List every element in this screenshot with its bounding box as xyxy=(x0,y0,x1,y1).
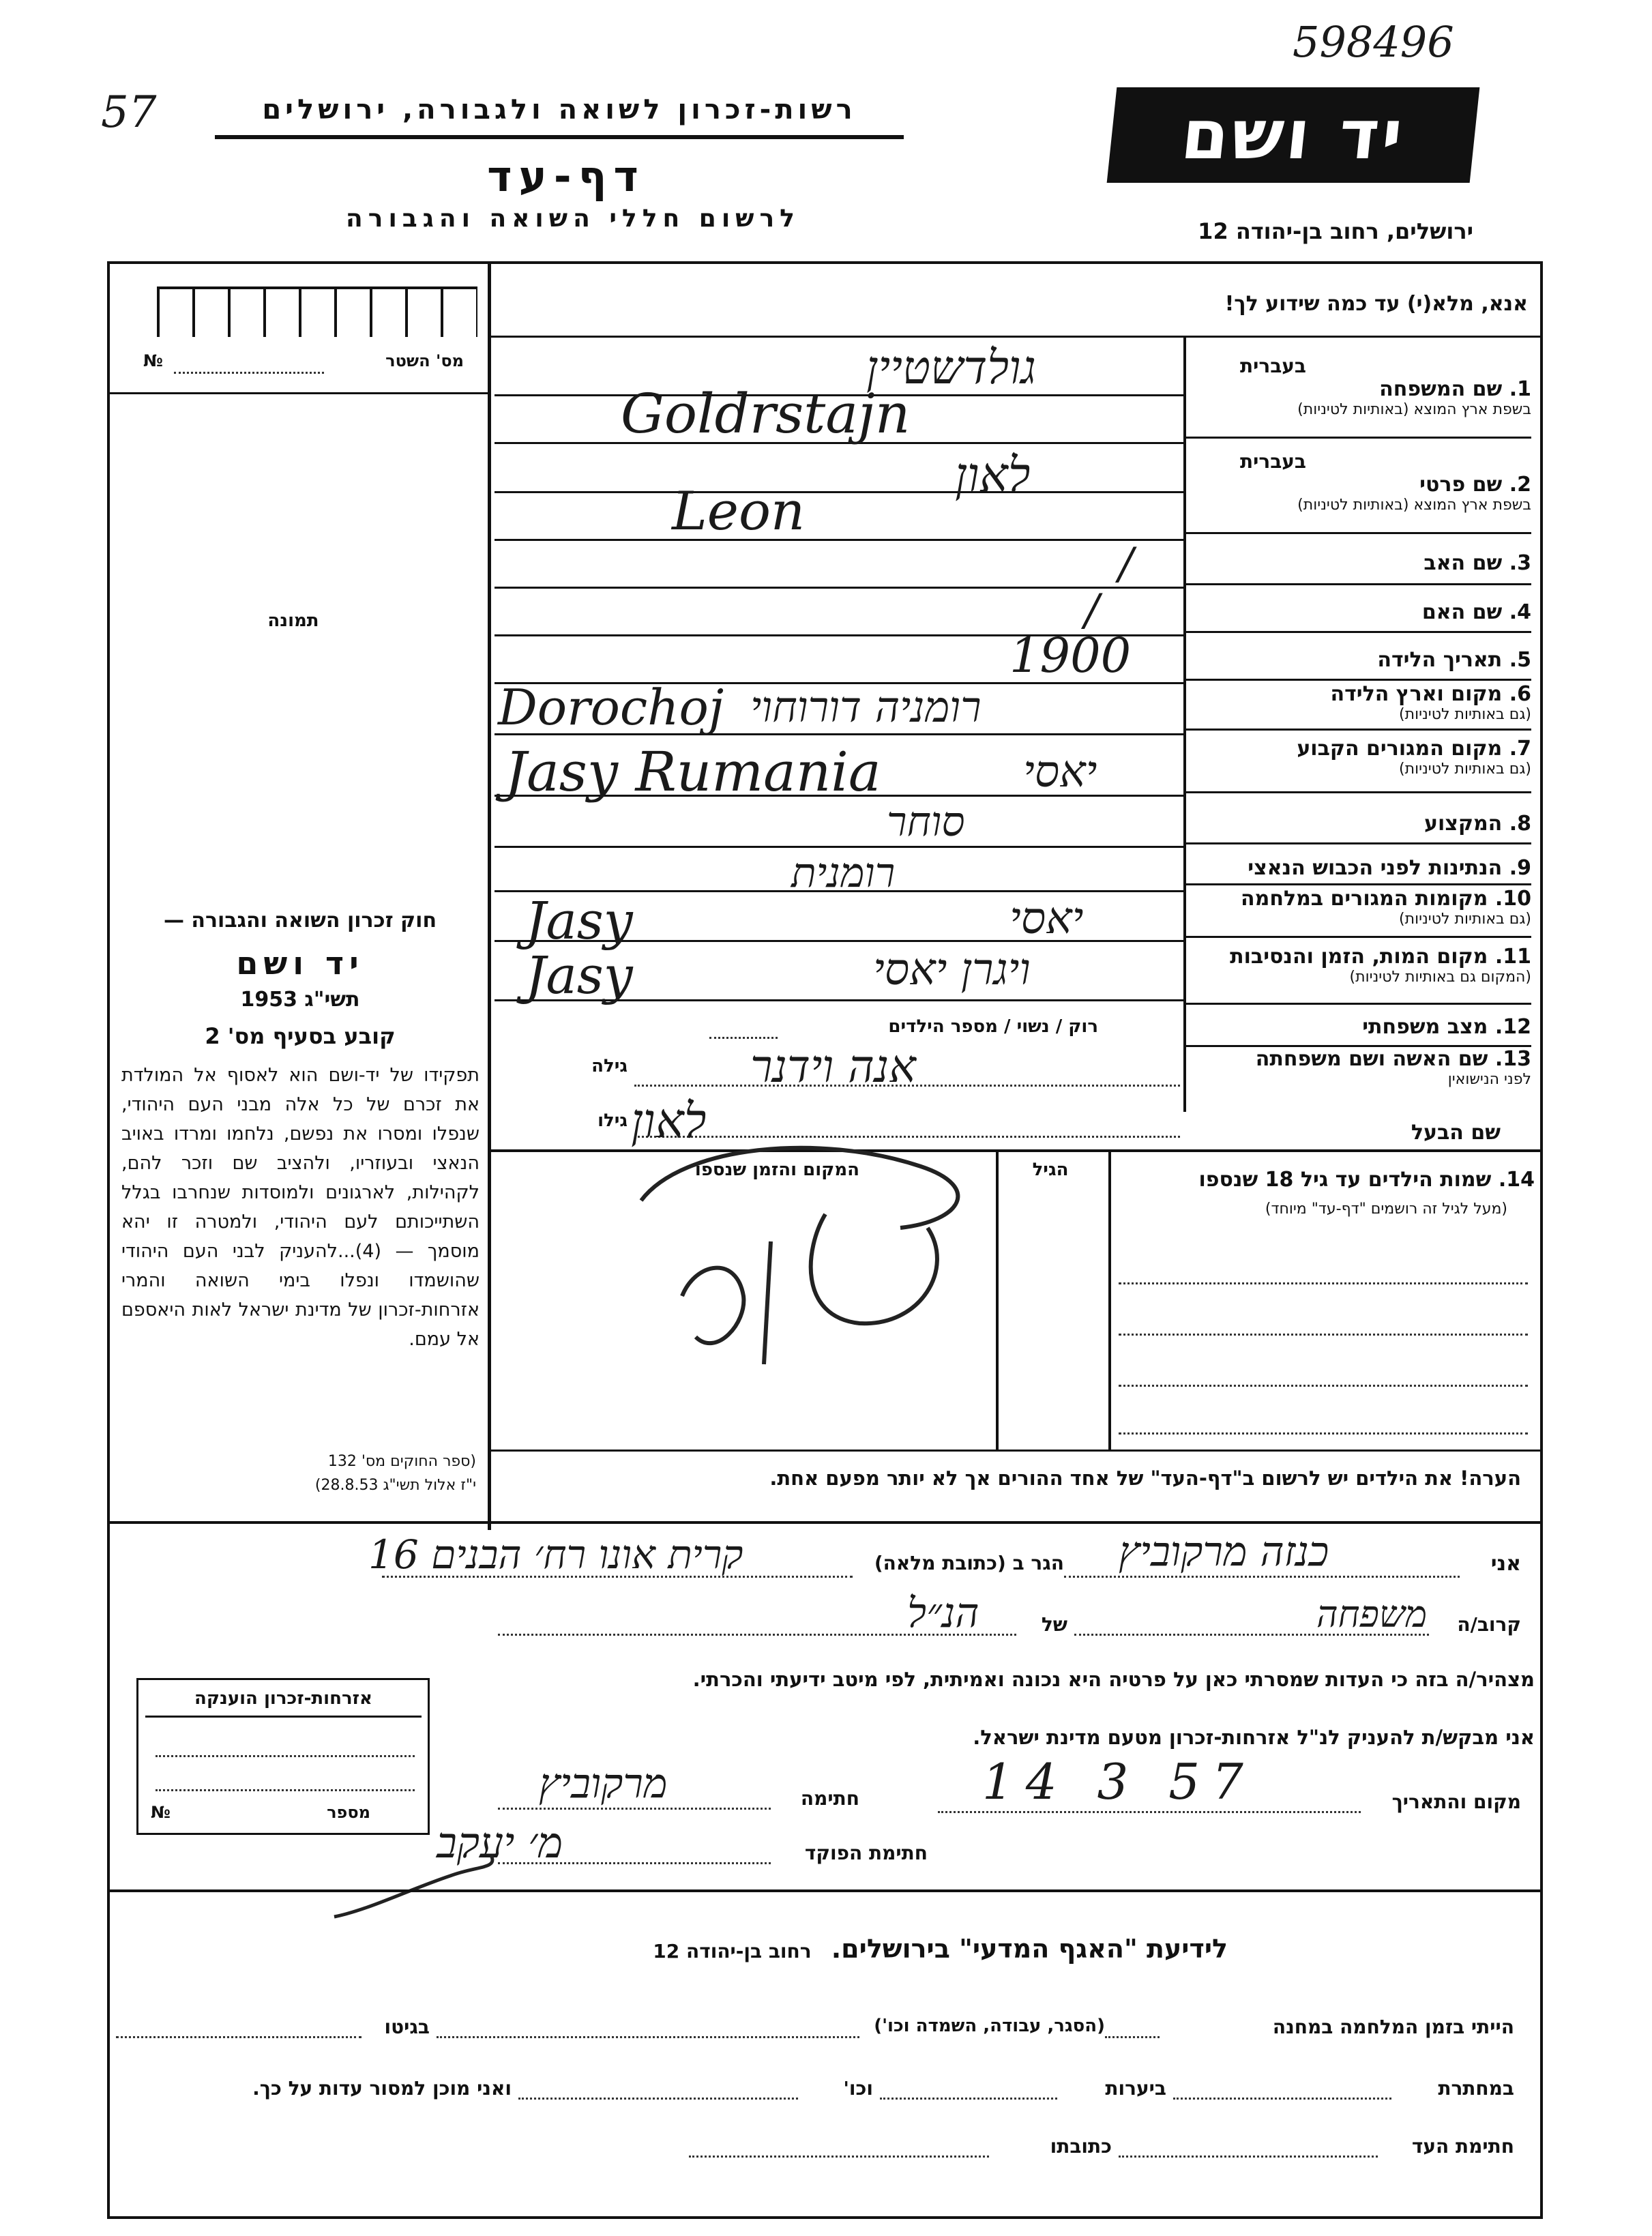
law-heading: חוק זכרון השואה והגבורה — xyxy=(163,909,437,932)
memorial-citizenship-stamp-box xyxy=(136,1678,430,1835)
etc-field[interactable] xyxy=(518,2098,798,2100)
file-number-label: מס' השטר xyxy=(385,351,464,370)
children-col-divider xyxy=(1108,1149,1111,1450)
answer-husband[interactable]: לאון xyxy=(631,1093,707,1149)
field-label: 13. שם האשה ושם משפחתה xyxy=(1255,1047,1531,1071)
camp-field[interactable] xyxy=(1105,2036,1160,2038)
witness-signature-field[interactable] xyxy=(1119,2156,1378,2158)
field-label: 6. מקום וארץ הלידה xyxy=(1330,682,1531,706)
row-rule xyxy=(1183,583,1531,585)
answer-surname-latin[interactable]: Goldrstajn xyxy=(621,382,911,445)
field-12 xyxy=(1190,1015,1531,1039)
yad-vashem-logo xyxy=(1107,87,1480,183)
row-rule xyxy=(1183,437,1531,439)
label-column-divider xyxy=(1183,338,1186,1112)
note-top-rule xyxy=(491,1450,1542,1452)
form-subtitle: לרשום חללי השואה והגבורה xyxy=(346,205,800,233)
field-sub: (גם באותיות לטיניות) xyxy=(1399,706,1531,723)
age-column-header: הגיל xyxy=(1032,1160,1069,1180)
note-text: הערה! את הילדים יש לרשום ב"דף-העד" של אחד ההורים אך לא יותר מפעם אחת. xyxy=(769,1467,1521,1490)
footer-line1-a: הייתי בזמן המלחמה במחנה xyxy=(1272,2016,1514,2038)
row-rule xyxy=(1183,936,1531,938)
left-panel-divider xyxy=(488,261,491,1530)
ghetto-field[interactable] xyxy=(116,2036,362,2038)
field-sub: (גם באותיות לטיניות) xyxy=(1399,911,1531,928)
field-13 xyxy=(1190,1047,1531,1088)
of-label: של xyxy=(1041,1613,1067,1636)
field-label: 11. מקום המות, הזמן והנסיבות xyxy=(1230,945,1531,969)
field-11 xyxy=(1190,945,1531,986)
field-sub: (המקום גם באותיות לטיניות) xyxy=(1349,969,1531,986)
husband-label: שם הבעל xyxy=(1411,1121,1501,1145)
law-logo: יד ושם xyxy=(236,945,364,982)
photo-label: תמונה xyxy=(267,611,319,631)
forests-field[interactable] xyxy=(880,2098,1057,2100)
answer-death-latin[interactable]: Jasy xyxy=(525,945,633,1005)
family-status-field[interactable] xyxy=(709,1037,778,1039)
stamp-box-title: אזרחות-זכרון הוענקה xyxy=(194,1688,372,1709)
authority-line: רשות-זכרון לשואה ולגבורה, ירושלים xyxy=(262,94,857,126)
field-sub: בשפת ארץ המוצא (באותיות לטיניות) xyxy=(1297,401,1531,418)
officer-value[interactable]: מ׳ יעקב xyxy=(437,1818,563,1868)
field-label: 12. מצב משפחתי xyxy=(1362,1015,1531,1039)
camp-type-field[interactable] xyxy=(437,2036,859,2038)
answer-birth-place[interactable]: רומניה דורוחוי xyxy=(750,682,982,732)
answer-residence[interactable]: יאסי xyxy=(1023,747,1097,797)
address: ירושלים, רחוב בן-יהודה 12 xyxy=(1198,218,1473,244)
footer-heading: לידיעת "האגף המדעי" בירושלים. xyxy=(831,1934,1228,1964)
field-label: 2. שם פרטי xyxy=(1419,473,1531,497)
field-6 xyxy=(1190,682,1531,723)
declarant-address[interactable]: קרית אונו רח׳ הבנים 16 xyxy=(368,1531,743,1578)
law-year: תשי"ג 1953 xyxy=(240,988,360,1012)
field-9 xyxy=(1190,856,1531,880)
field-sub: לפני הנישואין xyxy=(1447,1071,1531,1088)
field-3 xyxy=(1190,551,1531,575)
footer-line3-b: כתובתו xyxy=(1050,2135,1112,2158)
file-number-ticks xyxy=(157,286,477,337)
hebrew-tag: בעברית xyxy=(1239,450,1306,473)
children-sub: (מעל לגיל זה רושמים "דף-עד" מיוחד) xyxy=(1265,1201,1507,1218)
row-rule xyxy=(1183,679,1531,681)
law-ref-2: י"ז אלול תשי"ג 28.8.53) xyxy=(314,1477,476,1494)
place-date-field[interactable] xyxy=(938,1811,1361,1813)
answer-line xyxy=(495,587,1183,589)
officer-label: חתימת הפוקד xyxy=(804,1842,928,1864)
answer-wartime[interactable]: יאסי xyxy=(1009,894,1084,944)
field-label: 5. תאריך הלידה xyxy=(1377,648,1531,672)
hebrew-tag: בעברית xyxy=(1239,355,1306,377)
row-rule xyxy=(1183,791,1531,793)
answer-mother[interactable]: / xyxy=(1085,585,1100,636)
child-row[interactable] xyxy=(1119,1385,1528,1387)
row-rule xyxy=(1183,883,1531,885)
field-10 xyxy=(1190,887,1531,928)
child-row[interactable] xyxy=(1119,1432,1528,1435)
signature-value[interactable]: מרקוביץ xyxy=(539,1760,668,1808)
field-7 xyxy=(1190,737,1531,778)
logo-text: יד ושם xyxy=(1177,95,1409,175)
field-label: 1. שם המשפחה xyxy=(1379,377,1531,401)
field-1 xyxy=(1190,355,1531,418)
law-clause: קובע בסעיף מס' 2 xyxy=(205,1023,396,1049)
field-label: 7. מקום המגורים הקבוע xyxy=(1297,737,1531,761)
intro-rule xyxy=(491,336,1542,338)
officer-signature-stroke xyxy=(327,1835,505,1930)
declaration-text: מצהיר/ה בזה כי העדות שמסרתי כאן על פרטיה היא נכונה ואמיתית, לפי מיטב ידיעתי והכרתי. xyxy=(692,1668,1535,1691)
footer-line2-c: וכו' xyxy=(843,2077,873,2100)
footer-rule xyxy=(107,1889,1543,1892)
family-status-options: רוק / נשוי / מספר הילדים xyxy=(888,1016,1098,1037)
relation-value[interactable]: משפחה xyxy=(1316,1593,1428,1636)
signature-label: חתימה xyxy=(800,1787,859,1810)
row-rule xyxy=(1183,631,1531,633)
field-sub: בשפת ארץ המוצא (באותיות לטיניות) xyxy=(1297,497,1531,514)
photo-area[interactable] xyxy=(119,402,481,894)
place-column-header: המקום והזמן שנספו xyxy=(694,1160,859,1180)
declarant-i-label: אני xyxy=(1490,1552,1521,1576)
answer-firstname-latin[interactable]: Leon xyxy=(672,481,806,542)
answer-profession[interactable]: סוחר xyxy=(887,798,965,846)
declarant-lives-label: הגר ב (כתובת מלאה) xyxy=(874,1552,1064,1574)
file-number-no: № xyxy=(143,351,163,370)
file-number-rule xyxy=(107,392,489,394)
child-row[interactable] xyxy=(1119,1282,1528,1284)
footer-line3-a: חתימת העד xyxy=(1411,2135,1514,2158)
field-2 xyxy=(1190,450,1531,514)
footer-line1-b: (הסגר, עבודה, השמדה וכו') xyxy=(874,2016,1105,2036)
declarant-name[interactable]: כנזה מרקוביץ xyxy=(1119,1528,1329,1576)
law-text: תפקידו של יד-ושם הוא לאסוף אל המולדת את זכרם של כל אלה מבני העם היהודי, שנפלו ומסרו את נפשם, נלחמו ומרדו באויב הנאצי ובעוזריו, ולהציב שם וזכר להם, לקהילות, לארגונים ולמוסדות שנחרבו בגלל השתייכותם לעם היהודי, ולמטרה זו יהא מוסמך — (4)...להעניק לבני העם היהודי שהושמדו ונפלו בימי השואה והמרי אזרחות-זכרון של מדינת ישראל לאות היאספם אל עמם. xyxy=(121,1065,480,1350)
answer-line xyxy=(495,539,1183,541)
witness-address-field[interactable] xyxy=(689,2156,989,2158)
answer-father[interactable]: / xyxy=(1119,539,1134,589)
footer-address: רחוב בן-יהודה 12 xyxy=(653,1940,812,1962)
answer-surname-hebrew[interactable]: גולדשטיין xyxy=(866,341,1036,395)
row-rule xyxy=(1183,532,1531,534)
age-label-husband: גילו xyxy=(598,1110,628,1131)
answer-death-place[interactable]: ויגרן יאסי xyxy=(873,945,1031,995)
footer-line1-c: בגיטו xyxy=(384,2016,430,2038)
child-row[interactable] xyxy=(1119,1334,1528,1336)
declarant-name-field[interactable] xyxy=(1064,1576,1460,1578)
footer-heading-row xyxy=(477,1934,1228,1964)
answer-birth-place-latin[interactable]: Dorochoj xyxy=(498,679,724,736)
field-5 xyxy=(1190,648,1531,672)
footer-line2-d: ואני מוכן למסור עדות על כך. xyxy=(252,2077,512,2100)
handwritten-stamp-mark xyxy=(600,1091,1037,1378)
stamp-box-no: № xyxy=(151,1803,171,1822)
field-label: 3. שם האב xyxy=(1424,551,1531,575)
field-4 xyxy=(1190,600,1531,624)
note-bottom-rule xyxy=(107,1521,1543,1524)
row-rule xyxy=(1183,842,1531,844)
field-label: 4. שם האם xyxy=(1421,600,1531,624)
answer-birth-date[interactable]: 1900 xyxy=(1009,628,1132,683)
answer-wartime-latin[interactable]: Jasy xyxy=(525,890,633,951)
authority-underline xyxy=(215,135,904,139)
answer-firstname-hebrew[interactable]: לאון xyxy=(955,447,1031,503)
footer-line2-a: במחתרת xyxy=(1438,2077,1514,2100)
of-value[interactable]: הנ״ל xyxy=(907,1589,979,1637)
answer-line xyxy=(495,491,1183,493)
answer-nationality[interactable]: רומנית xyxy=(791,849,896,897)
row-rule xyxy=(1183,1003,1531,1005)
form-title: דף-עד xyxy=(487,151,645,201)
row-rule xyxy=(1183,1045,1531,1047)
law-ref-1: (ספר החוקים מס' 132 xyxy=(327,1453,476,1470)
field-label: 10. מקומות המגורים במלחמה xyxy=(1241,887,1531,911)
field-8 xyxy=(1190,812,1531,836)
place-date-label: מקום והתאריך xyxy=(1391,1791,1521,1813)
date-value[interactable]: 14 3 57 xyxy=(982,1753,1256,1810)
children-label: 14. שמות הילדים עד גיל 18 שנספו xyxy=(1198,1168,1535,1192)
intro-text: אנא, מלא(י) עד כמה שידוע לך! xyxy=(1224,292,1528,316)
signature-field[interactable] xyxy=(498,1808,771,1810)
footer-line2-b: ביערות xyxy=(1105,2077,1166,2100)
page-number: 57 xyxy=(101,87,157,138)
stamp-box-line[interactable] xyxy=(156,1789,415,1791)
stamp-box-line[interactable] xyxy=(156,1755,415,1757)
field-label: 9. הנתינות לפני הכבוש הנאצי xyxy=(1248,856,1531,880)
field-label: 8. המקצוע xyxy=(1424,812,1531,836)
answer-line xyxy=(495,846,1183,848)
age-label-wife: גילה xyxy=(591,1056,628,1076)
relative-label: קרוב/ה xyxy=(1457,1613,1521,1636)
file-number-field[interactable] xyxy=(174,372,324,374)
answer-wife[interactable]: אנה וידנר xyxy=(750,1040,916,1093)
row-rule xyxy=(1183,729,1531,731)
underground-field[interactable] xyxy=(1173,2098,1391,2100)
field-sub: (גם באותיות לטיניות) xyxy=(1399,761,1531,778)
stamp-box-number-label: מספר xyxy=(327,1803,370,1822)
serial-number: 598496 xyxy=(1293,17,1454,67)
answer-residence-latin[interactable]: Jasy Rumania xyxy=(505,740,881,804)
request-text: אני מבקש/ת להעניק לנ"ל אזרחות-זכרון מטעם מדינת ישראל. xyxy=(973,1726,1535,1749)
